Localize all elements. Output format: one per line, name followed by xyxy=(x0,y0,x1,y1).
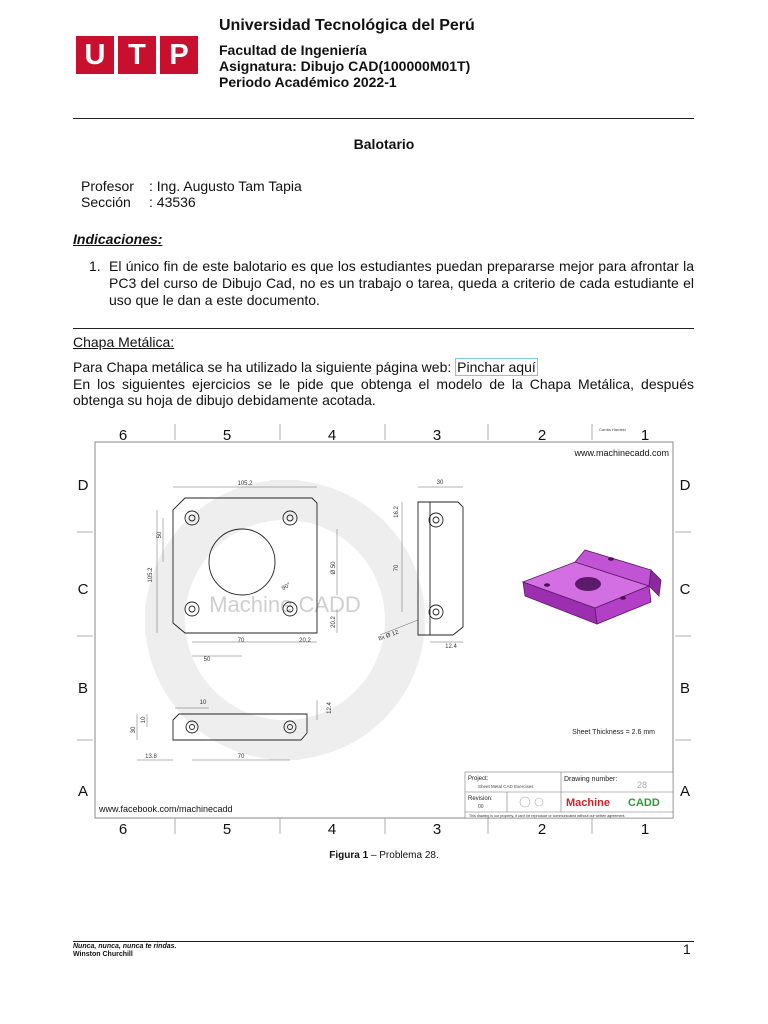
row-label-c-right: C xyxy=(679,581,691,598)
drawing-number-value: 28 xyxy=(637,780,648,790)
chapa-para1-prefix: Para Chapa metálica se ha utilizado la siguiente página web: xyxy=(73,359,456,375)
section-label: Sección xyxy=(81,194,131,210)
project-label: Project: xyxy=(468,776,489,782)
caption-rest: – Problema 28. xyxy=(368,850,439,861)
row-label-d-left: D xyxy=(77,477,89,494)
dim-70: 70 xyxy=(237,638,245,644)
section-value: : 43536 xyxy=(149,194,196,210)
dim-top-width: 105.2 xyxy=(237,481,253,487)
logo-letter-u: U xyxy=(76,36,114,74)
col-label-5-top: 5 xyxy=(222,427,232,444)
dim-bottom-10b: 10 xyxy=(141,716,147,724)
list-item-number: 1. xyxy=(89,258,101,274)
dim-side-70: 70 xyxy=(394,564,400,572)
revision-value: 00 xyxy=(478,804,484,810)
instructions-heading: Indicaciones: xyxy=(73,231,163,247)
footer-quote-block xyxy=(73,943,176,959)
col-label-1-bottom: 1 xyxy=(640,821,650,838)
professor-value: : Ing. Augusto Tam Tapia xyxy=(149,178,302,194)
project-value: Sheet Metal CAD Exercises xyxy=(478,784,534,789)
dim-height-main: 105.2 xyxy=(148,567,154,583)
col-label-4-top: 4 xyxy=(327,427,337,444)
col-label-2-top: 2 xyxy=(537,427,547,444)
logo-letter-t: T xyxy=(118,36,156,74)
dim-50-bottom: 50 xyxy=(203,657,211,663)
chapa-heading xyxy=(73,334,174,350)
footer-quote: Nunca, nunca, nunca te rindas. xyxy=(73,943,177,950)
university-name: Universidad Tecnológica del Perú xyxy=(219,17,475,34)
dim-20-2: 20.2 xyxy=(299,638,311,644)
utp-logo xyxy=(76,36,198,74)
page-number: 1 xyxy=(683,941,691,957)
title-block-disclaimer: This drawing is our property, it can't be reproduce or communicated without our written agreement. xyxy=(469,814,626,818)
row-label-a-right: A xyxy=(679,783,691,800)
dim-bottom-12-4: 12.4 xyxy=(327,702,333,714)
col-label-3-top: 3 xyxy=(432,427,442,444)
technical-drawing xyxy=(75,420,693,840)
instructions-list xyxy=(89,258,694,309)
academic-period: Periodo Académico 2022-1 xyxy=(219,74,397,90)
professor-row xyxy=(81,178,302,194)
col-label-6-top: 6 xyxy=(118,427,128,444)
col-label-6-bottom: 6 xyxy=(118,821,128,838)
website-label: www.machinecadd.com xyxy=(574,448,669,458)
list-item-text: El único fin de este balotario es que los estudiantes puedan prepararse mejor para afrontar la PC3 del curso de Dibujo Cad, no es un trabajo o tarea, queda a criterio de cada estudiante el uso que le dan a este documento. xyxy=(109,258,694,308)
dim-50-vertical: 50 xyxy=(157,531,163,539)
dim-side-16-2: 16.2 xyxy=(394,506,400,518)
dim-side-holes: 8x Ø 12 xyxy=(377,629,400,643)
row-label-a-left: A xyxy=(77,783,89,800)
logo-letter-p: P xyxy=(160,36,198,74)
facebook-label: www.facebook.com/machinecadd xyxy=(99,804,233,814)
row-label-c-left: C xyxy=(77,581,89,598)
watermark-text: Machine CADD xyxy=(209,592,361,617)
professor-label: Profesor xyxy=(81,178,134,194)
sheet-thickness-note: Sheet Thickness = 2.6 mm xyxy=(572,729,655,736)
row-label-d-right: D xyxy=(679,477,691,494)
tiny-top-label: Cardia Hardesi xyxy=(599,427,626,432)
pinchar-aqui-link[interactable]: Pinchar aquí xyxy=(457,359,536,375)
brand-left: Machine xyxy=(566,797,611,809)
dim-bottom-30: 30 xyxy=(131,726,137,734)
brand-right: CADD xyxy=(628,797,660,809)
col-label-2-bottom: 2 xyxy=(537,821,547,838)
dim-angle: 90° xyxy=(281,582,292,593)
revision-label: Revision: xyxy=(468,796,493,802)
chapa-paragraph-1 xyxy=(73,359,694,375)
row-label-b-right: B xyxy=(679,680,691,697)
col-label-1-top: 1 xyxy=(640,427,650,444)
dim-bottom-70: 70 xyxy=(237,754,245,760)
col-label-4-bottom: 4 xyxy=(327,821,337,838)
dim-hole-dia: Ø 50 xyxy=(331,561,337,575)
faculty-name: Facultad de Ingeniería xyxy=(219,42,367,58)
header-divider xyxy=(73,118,694,119)
caption-bold: Figura 1 xyxy=(329,850,369,861)
dim-side-12-4: 12.4 xyxy=(445,644,457,650)
dim-bottom-10: 10 xyxy=(199,700,207,706)
dim-20-2-vertical: 20.2 xyxy=(331,616,337,628)
footer-divider xyxy=(73,941,694,942)
course-name: Asignatura: Dibujo CAD(100000M01T) xyxy=(219,58,471,74)
footer-author: Winston Churchill xyxy=(73,951,133,958)
chapa-paragraph-2: En los siguientes ejercicios se le pide que obtenga el modelo de la Chapa Metálica, después obtenga su hoja de dibujo debidamente acotada. xyxy=(73,376,694,408)
dim-side-30: 30 xyxy=(436,480,444,486)
document-header xyxy=(219,17,475,90)
drawing-number-label: Drawing number: xyxy=(564,776,618,783)
chapa-heading-text: Chapa Metálica: xyxy=(73,334,175,350)
row-label-b-left: B xyxy=(77,680,89,697)
col-label-5-bottom: 5 xyxy=(222,821,232,838)
section-divider xyxy=(73,328,694,329)
page-title: Balotario xyxy=(353,136,415,152)
dim-bottom-13-8: 13.8 xyxy=(145,754,157,760)
section-row xyxy=(81,194,196,210)
col-label-3-bottom: 3 xyxy=(432,821,442,838)
figure-caption xyxy=(0,850,768,861)
